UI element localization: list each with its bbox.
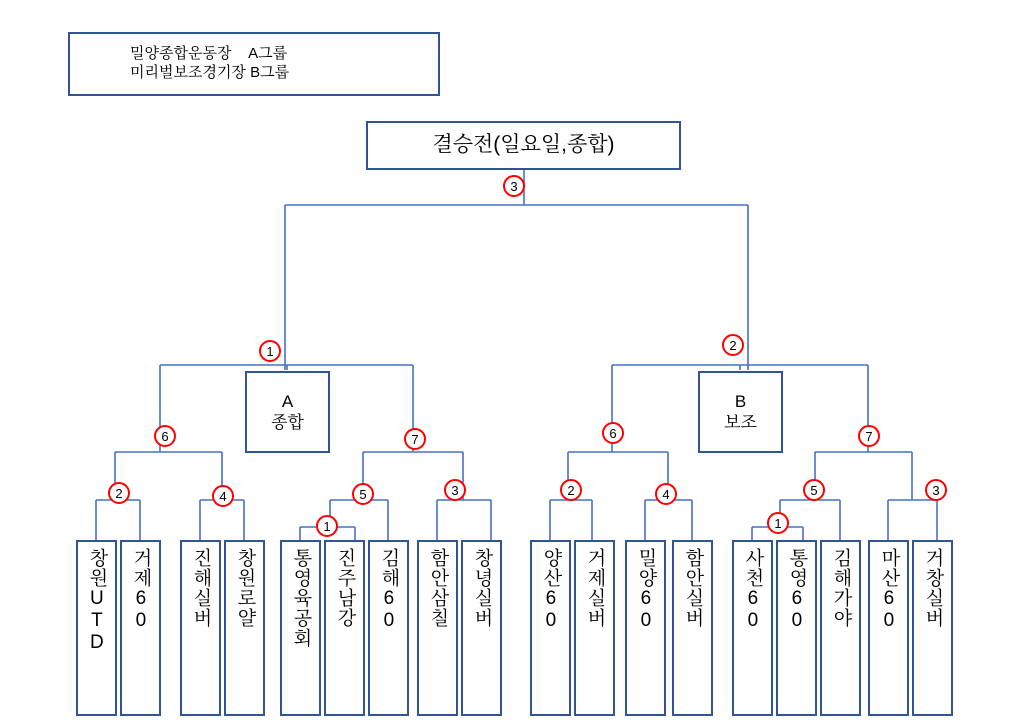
team-label: 거제실버 (584, 548, 606, 628)
legend-line-2: 미리벌보조경기장 B그룹 (130, 64, 290, 81)
team-box (776, 540, 817, 716)
team-box (912, 540, 953, 716)
marker-q1: 2 (108, 482, 130, 504)
team-label: 마산60 (878, 548, 900, 632)
team-label: 진주남강 (334, 548, 356, 628)
team-label: 밀양60 (635, 548, 657, 632)
team-label: 함안삼칠 (427, 548, 449, 628)
team-label: 통영60 (786, 548, 808, 632)
marker-left-semi-6: 6 (154, 425, 176, 447)
team-box (732, 540, 773, 716)
team-label: 거제60 (130, 548, 152, 632)
team-box (120, 540, 161, 716)
team-box (574, 540, 615, 716)
team-box (868, 540, 909, 716)
final-match-box (366, 121, 681, 170)
venue-legend-box (68, 32, 440, 96)
team-label: 창원UTD (86, 548, 108, 654)
marker-q6: 4 (655, 483, 677, 505)
team-label: 창녕실버 (471, 548, 493, 628)
team-label: 창원로얄 (234, 548, 256, 628)
team-label: 통영육공회 (290, 548, 312, 648)
group-b-line1: B (734, 391, 747, 411)
marker-extra-left-1: 1 (316, 515, 338, 537)
team-box (461, 540, 502, 716)
team-box (820, 540, 861, 716)
marker-right-semi-7: 7 (858, 425, 880, 447)
team-box (76, 540, 117, 716)
team-label: 거창실버 (922, 548, 944, 628)
group-a-line2: 종합 (271, 413, 304, 432)
group-b-box (698, 371, 783, 453)
team-box (324, 540, 365, 716)
marker-q4: 3 (444, 479, 466, 501)
team-box (530, 540, 571, 716)
group-a-line1: A (281, 391, 294, 411)
team-box (672, 540, 713, 716)
team-label: 김해60 (378, 548, 400, 632)
marker-group-a: 1 (259, 340, 281, 362)
marker-q8: 3 (925, 479, 947, 501)
marker-q5: 2 (560, 479, 582, 501)
marker-final: 3 (503, 175, 525, 197)
legend-line-1: 밀양종합운동장 A그룹 (130, 45, 288, 63)
team-box (368, 540, 409, 716)
team-box (625, 540, 666, 716)
marker-group-b: 2 (722, 334, 744, 356)
marker-q3: 5 (352, 483, 374, 505)
team-box (280, 540, 321, 716)
team-label: 김해가야 (830, 548, 852, 628)
marker-extra-right-1: 1 (767, 512, 789, 534)
group-a-box (245, 371, 330, 453)
team-box (417, 540, 458, 716)
team-box (180, 540, 221, 716)
marker-right-semi-6: 6 (602, 422, 624, 444)
marker-left-semi-7: 7 (404, 428, 426, 450)
group-b-line2: 보조 (724, 413, 757, 432)
final-match-label: 결승전(일요일,종합) (432, 133, 615, 157)
team-box (224, 540, 265, 716)
team-label: 함안실버 (682, 548, 704, 628)
team-label: 사천60 (742, 548, 764, 632)
team-label: 진해실버 (190, 548, 212, 628)
team-label: 양산60 (540, 548, 562, 632)
marker-q7: 5 (803, 479, 825, 501)
marker-q2: 4 (212, 485, 234, 507)
